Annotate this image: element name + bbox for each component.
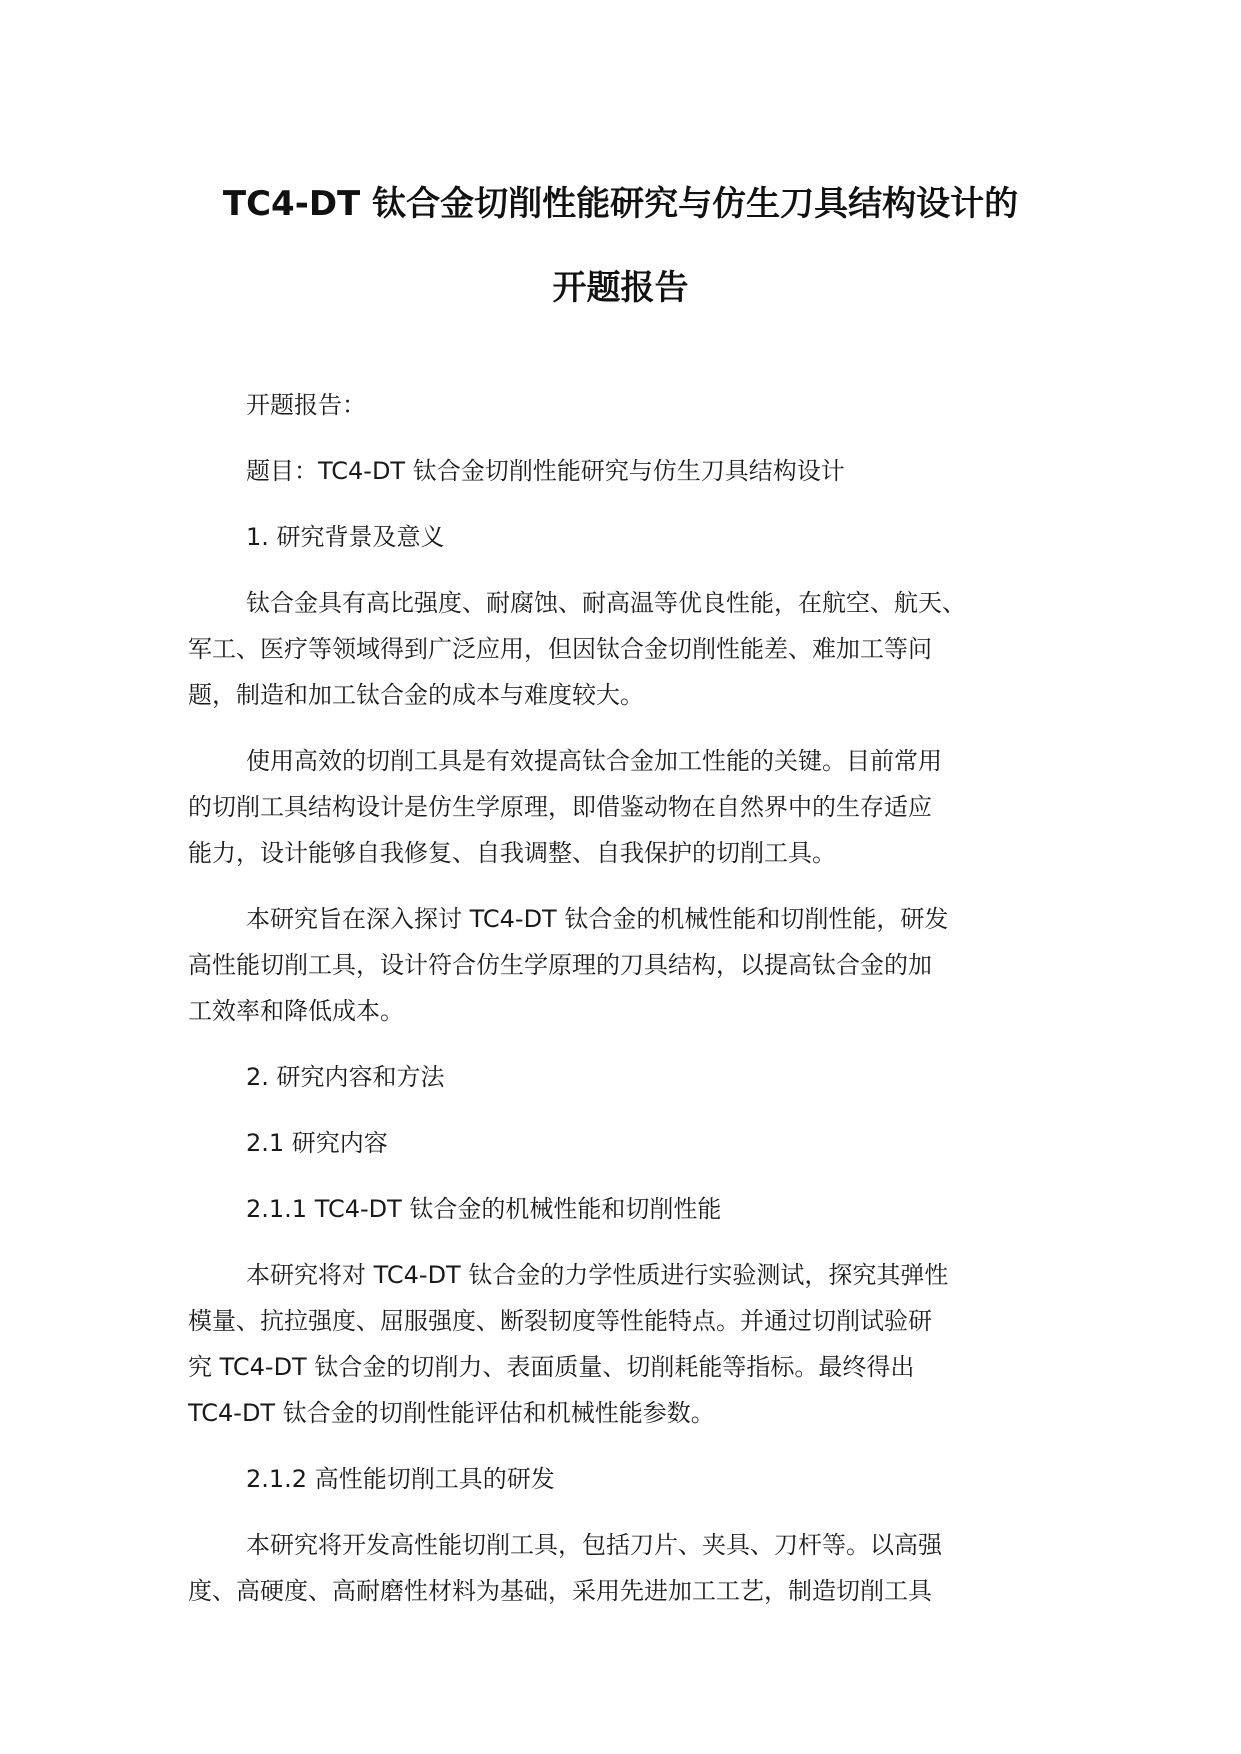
paragraph (188, 448, 1078, 494)
paragraph-line: 工效率和降低成本。 (188, 997, 404, 1025)
paragraph-line: 军工、医疗等领域得到广泛应用，但因钛合金切削性能差、难加工等问 (188, 635, 932, 663)
paragraph-line: 度、高硬度、高耐磨性材料为基础，采用先进加工工艺，制造切削工具 (188, 1577, 932, 1605)
paragraph (188, 896, 1078, 1034)
paragraph (188, 1252, 1078, 1436)
paragraph-line: 2.1.1 TC4-DT 钛合金的机械性能和切削性能 (246, 1195, 722, 1223)
document-title-line-2: 开题报告 (552, 268, 689, 308)
section-heading (188, 1120, 1078, 1166)
paragraph-line: 2.1.2 高性能切削工具的研发 (246, 1465, 555, 1493)
section-heading (188, 514, 1078, 560)
paragraph (188, 580, 1078, 718)
paragraph-line: TC4-DT 钛合金的切削性能评估和机械性能参数。 (188, 1399, 715, 1427)
paragraph-line: 本研究旨在深入探讨 TC4-DT 钛合金的机械性能和切削性能，研发 (246, 905, 949, 933)
paragraph-line: 开题报告： (246, 391, 366, 419)
paragraph-line: 本研究将对 TC4-DT 钛合金的力学性质进行实验测试，探究其弹性 (246, 1261, 949, 1289)
paragraph (188, 382, 1078, 428)
paragraph-line: 使用高效的切削工具是有效提高钛合金加工性能的关键。目前常用 (246, 747, 942, 775)
paragraph-line: 2. 研究内容和方法 (246, 1063, 445, 1091)
paragraph-line: 高性能切削工具，设计符合仿生学原理的刀具结构，以提高钛合金的加 (188, 951, 932, 979)
paragraph (188, 1522, 1078, 1614)
paragraph-line: 钛合金具有高比强度、耐腐蚀、耐高温等优良性能，在航空、航天、 (246, 589, 966, 617)
paragraph-line: 的切削工具结构设计是仿生学原理，即借鉴动物在自然界中的生存适应 (188, 793, 932, 821)
paragraph-line: 究 TC4-DT 钛合金的切削力、表面质量、切削耗能等指标。最终得出 (188, 1353, 915, 1381)
paragraph-line: 1. 研究背景及意义 (246, 523, 445, 551)
section-heading (188, 1186, 1078, 1232)
paragraph-line: 模量、抗拉强度、屈服强度、断裂韧度等性能特点。并通过切削试验研 (188, 1307, 932, 1335)
document-title-line-1: TC4-DT 钛合金切削性能研究与仿生刀具结构设计的 (222, 184, 1019, 224)
paragraph-line: 能力，设计能够自我修复、自我调整、自我保护的切削工具。 (188, 839, 836, 867)
paragraph (188, 738, 1078, 876)
document-body (188, 382, 1078, 1634)
paragraph-line: 本研究将开发高性能切削工具，包括刀片、夹具、刀杆等。以高强 (246, 1531, 942, 1559)
paragraph-line: 2.1 研究内容 (246, 1129, 388, 1157)
section-heading (188, 1456, 1078, 1502)
paragraph-line: 题，制造和加工钛合金的成本与难度较大。 (188, 681, 644, 709)
section-heading (188, 1054, 1078, 1100)
paragraph-line: 题目：TC4-DT 钛合金切削性能研究与仿生刀具结构设计 (246, 457, 845, 485)
